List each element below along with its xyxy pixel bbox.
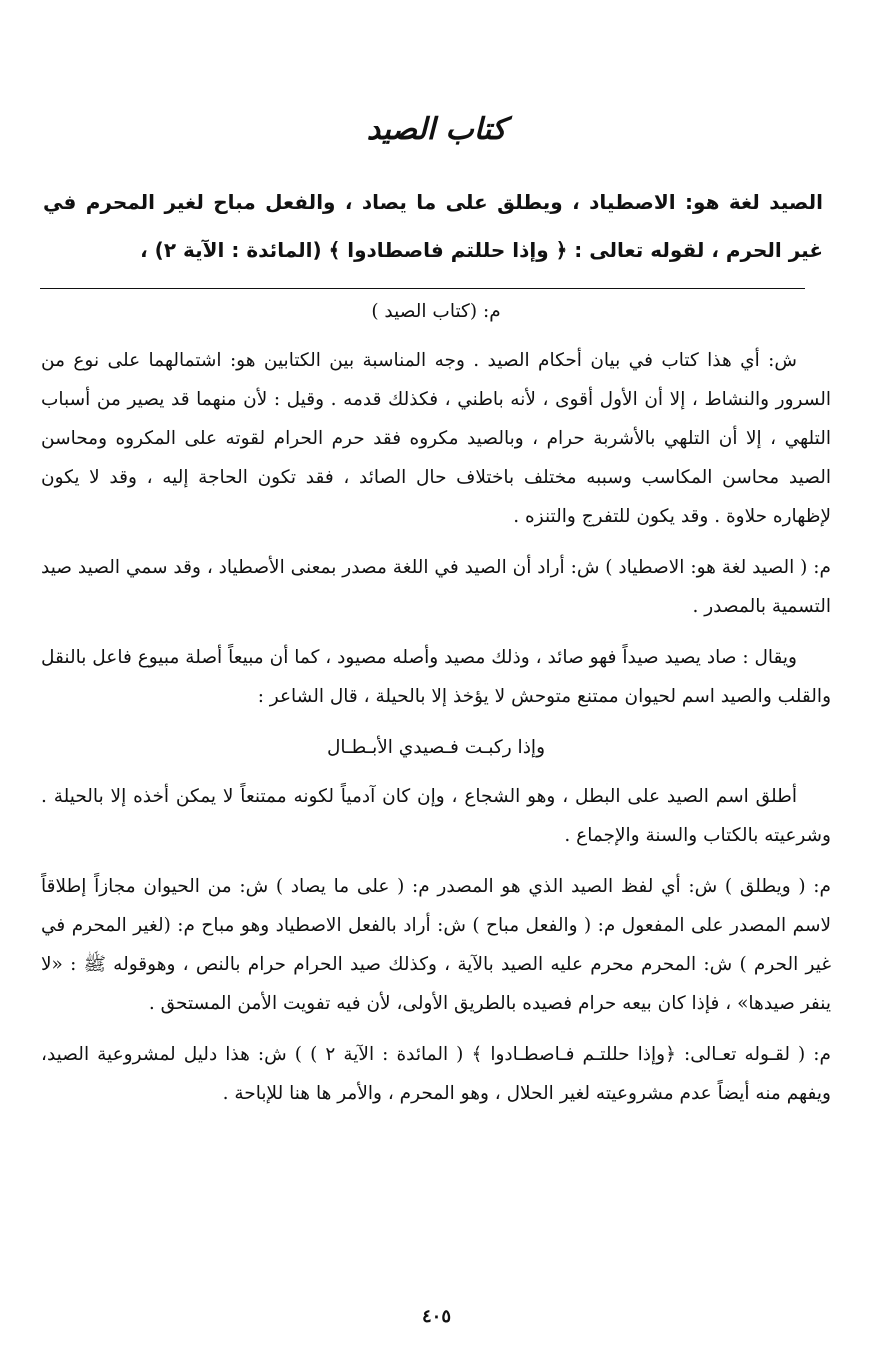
page-number: ٤٠٥ <box>421 1306 451 1327</box>
commentary-paragraph: ويقال : صاد يصيد صيداً فهو صائد ، وذلك مصيد وأصله مصيود ، كما أن مبيعاً أصلة مبيوع فاعل بالنقل والقلب والصيد اسم لحيوان ممتنع متوحش لا يؤخذ إلا بالحيلة ، قال الشاعر : <box>41 647 831 707</box>
commentary-body <box>41 292 831 1125</box>
section-divider <box>40 288 805 289</box>
commentary-paragraph: أطلق اسم الصيد على البطل ، وهو الشجاع ، وإن كان آدمياً لكونه ممتنعاً لا يمكن أخذه إلا بالحيلة . وشرعيته بالكتاب والسنة والإجماع . <box>41 786 831 846</box>
commentary-paragraph: م: ( ويطلق ) ش: أي لفظ الصيد الذي هو المصدر م: ( على ما يصاد ) ش: من الحيوان مجازاً إطلاقاً لاسم المصدر على المفعول م: ( والفعل مباح ) ش: أراد بالفعل الاصطياد وهو مباح م: (لغير المحرم في غير الحرم ) ش: المحرم محرم عليه الصيد بالآية ، وكذلك صيد الحرام حرام بالنص ، وهوقوله ﷺ : «لا ينفر صيدها» ، فإذا كان بيعه حرام فصيده بالطريق الأولى، لأن فيه تفويت الأمن المستحق . <box>41 876 831 1014</box>
commentary-heading: م: (كتاب الصيد ) <box>371 301 501 322</box>
commentary-paragraph: ش: أي هذا كتاب في بيان أحكام الصيد . وجه المناسبة بين الكتابين هو: اشتمالهما على نوع من السرور والنشاط ، إلا أن الأول أقوى ، لأنه باطني ، فكذلك قدمه . وقيل : لأن منهما قد يصير من أسباب التلهي ، إلا أن التلهي بالأشربة حرام ، وبالصيد مكروه فقد حرم الحرام لقوته على المكروه ومحاسن الصيد محاسن المكاسب وسببه مختلف باختلاف حال الصائد ، فقد تكون الحاجة إليه ، وقد لا يكون لإظهاره حلاوة . وقد يكون للتفرج والتنزه . <box>41 350 831 527</box>
commentary-paragraph: م: ( لقـوله تعـالى: ﴿وإذا حللتـم فـاصطـادوا ﴾ ( المائدة : الآية ٢ ) ) ش: هذا دليل لمشروعية الصيد، ويفهم منه أيضاً عدم مشروعيته لغير الحلال ، وهو المحرم ، والأمر ها هنا للإباحة . <box>41 1044 831 1104</box>
commentary-paragraph: م: ( الصيد لغة هو: الاصطياد ) ش: أراد أن الصيد في اللغة مصدر بمعنى الأصطياد ، وقد سمي الصيد صيد التسمية بالمصدر . <box>41 557 831 617</box>
matn-text: الصيد لغة هو: الاصطياد ، ويطلق على ما يصاد ، والفعل مباح لغير المحرم في غير الحرم ، لقوله تعالى : ﴿ وإذا حللتم فاصطادوا ﴾ (المائدة : الآية ٢) ، <box>43 190 823 262</box>
poetry-verse: وإذا ركبـت فـصيدي الأبـطـال <box>326 737 546 758</box>
chapter-title: كتاب الصيد <box>366 112 507 147</box>
